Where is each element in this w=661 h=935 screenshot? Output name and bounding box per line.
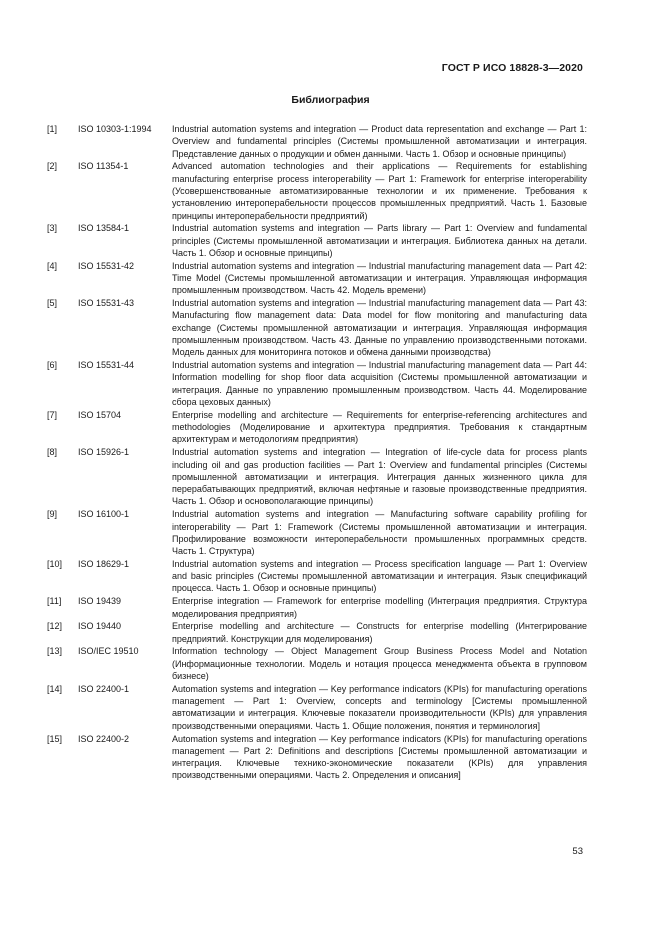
bibliography-entry-code: ISO/IEC 19510 <box>78 646 139 657</box>
bibliography-entry-description: Industrial automation systems and integration — Product data representation and exchange — Part 1: Overview and fundamental principles (Системы промышленной автоматизации и интеграция. Представление данных о продукции и обмен данными. Часть 1. Обзор и основные принципы) <box>172 124 587 159</box>
bibliography-entry-code: ISO 10303-1:1994 <box>78 124 152 134</box>
bibliography-list <box>47 123 587 782</box>
bibliography-entry-number: [15] <box>47 733 63 744</box>
bibliography-entry-number: [14] <box>47 683 63 694</box>
bibliography-entry <box>47 409 587 446</box>
bibliography-entry <box>47 260 587 297</box>
bibliography-entry <box>47 558 587 595</box>
bibliography-entry-description: Automation systems and integration — Key performance indicators (KPIs) for manufacturing operations management — Part 1: Overview, concepts and terminology [Системы промышленной автоматизации и интеграция. Ключевые показатели производительности (KPIs) для управления производственными операциями. Часть 1. Общие положения, понятия и терминология] <box>172 683 587 731</box>
bibliography-entry <box>47 683 587 732</box>
bibliography-entry-description: Automation systems and integration — Key performance indicators (KPIs) for manufacturing operations management — Part 2: Definitions and descriptions [Системы промышленной автоматизации и интеграция. Ключевые технико-экономические показатели (KPIs) для управления производственными операциями. Часть 2. Определения и описания] <box>172 733 587 781</box>
bibliography-entry-number: [10] <box>47 558 63 569</box>
document-code: ГОСТ Р ИСО 18828-3—2020 <box>441 62 583 74</box>
bibliography-entry-code: ISO 16100-1 <box>78 509 130 520</box>
bibliography-entry-code: ISO 15926-1 <box>78 447 130 458</box>
bibliography-entry <box>47 620 587 645</box>
bibliography-entry-description: Industrial automation systems and integration — Industrial manufacturing management data — Part 43: Manufacturing flow management data: Data model for flow monitoring and manufacturing data exchange (Системы промышленной автоматизации и интеграция. Управляющая информация промышленным производством. Часть 43. Данные по управлению производственными потоками. Модель данных для мониторинга потоков и обмена данными производства) <box>172 298 587 358</box>
bibliography-entry-number: [2] <box>47 161 58 172</box>
bibliography-entry-code: ISO 15704 <box>78 409 122 420</box>
bibliography-entry <box>47 645 587 682</box>
bibliography-entry-code: ISO 19439 <box>78 596 122 607</box>
bibliography-entry-number: [7] <box>47 409 58 420</box>
bibliography-entry-number: [4] <box>47 260 58 271</box>
bibliography-entry-code: ISO 15531-42 <box>78 260 135 271</box>
bibliography-entry-number: [12] <box>47 621 63 632</box>
bibliography-entry-number: [5] <box>47 298 58 309</box>
bibliography-entry-code: ISO 22400-2 <box>78 733 130 744</box>
bibliography-entry <box>47 297 587 358</box>
bibliography-entry-description: Advanced automation technologies and their applications — Requirements for establishing manufacturing enterprise process interoperability — Part 1: Framework for enterprise interoperability (Усовершенствованные автоматизированные технологии и их применение. Требования к установлению интероперабельности процессов промышленных предприятий. Часть 1. Базовые принципы интероперабельности предприятий) <box>172 161 587 221</box>
bibliography-entry-code: ISO 15531-44 <box>78 360 135 371</box>
bibliography-entry-description: Enterprise modelling and architecture — Constructs for enterprise modelling (Интегрирование предприятий. Конструкции для моделирования) <box>172 621 587 644</box>
bibliography-entry-number: [8] <box>47 447 58 458</box>
page-number: 53 <box>572 846 583 857</box>
bibliography-entry <box>47 595 587 620</box>
bibliography-entry <box>47 123 587 160</box>
bibliography-entry <box>47 222 587 259</box>
bibliography-entry-description: Industrial automation systems and integration — Integration of life-cycle data for process plants including oil and gas production facilities — Part 1: Overview and fundamental principles (Системы промышленной автоматизации и интеграция. Интеграция данных жизненного цикла для перерабатывающих предприятий, включая нефтяные и газовые производственные предприятия. Часть 1. Обзор и основополагающие принципы) <box>172 447 587 507</box>
bibliography-entry <box>47 160 587 221</box>
bibliography-entry-number: [1] <box>47 124 58 134</box>
bibliography-entry-description: Information technology — Object Management Group Business Process Model and Notation (Информационные технологии. Модель и нотация процесса менеджмента объекта в групповом бизнесе) <box>172 646 587 682</box>
bibliography-entry-code: ISO 18629-1 <box>78 558 130 569</box>
bibliography-entry-description: Enterprise modelling and architecture — Requirements for enterprise-referencing architectures and methodologies (Моделирование и архитектура предприятия. Требования к стандартным архитектурам и методологиям предприятия) <box>172 409 587 445</box>
bibliography-entry-code: ISO 22400-1 <box>78 683 130 694</box>
bibliography-entry-description: Industrial automation systems and integration — Process specification language — Part 1: Overview and basic principles (Системы промышленной автоматизации и интеграция. Язык спецификаций процесса. Часть 1. Обзор и основные принципы) <box>172 558 587 594</box>
bibliography-entry-code: ISO 13584-1 <box>78 223 130 234</box>
bibliography-entry-number: [3] <box>47 223 58 234</box>
bibliography-entry-description: Industrial automation systems and integration — Industrial manufacturing management data — Part 44: Information modelling for shop floor data acquisition (Системы промышленной автоматизации и интеграция. Данные по управлению промышленным производством. Часть 44. Моделирование сбора цеховых данных) <box>172 360 587 408</box>
bibliography-entry <box>47 733 587 782</box>
bibliography-entry-description: Industrial automation systems and integration — Industrial manufacturing management data — Part 42: Time Model (Системы промышленной автоматизации и интеграция. Управляющая информация промышленным производством. Часть 42. Модель времени) <box>172 260 587 296</box>
page-title: Библиография <box>291 94 370 106</box>
bibliography-entry-number: [11] <box>47 596 62 607</box>
bibliography-entry-description: Industrial automation systems and integration — Parts library — Part 1: Overview and fundamental principles (Системы промышленной автоматизации и интеграция. Библиотека данных на детали. Часть 1. Обзор и основные принципы) <box>172 223 587 258</box>
bibliography-entry-code: ISO 15531-43 <box>78 298 135 309</box>
bibliography-entry-code: ISO 11354-1 <box>78 161 129 172</box>
bibliography-entry-number: [9] <box>47 509 58 520</box>
bibliography-entry <box>47 446 587 507</box>
bibliography-entry-description: Enterprise integration — Framework for enterprise modelling (Интеграция предприятия. Структура моделирования предприятия) <box>172 596 587 619</box>
bibliography-entry <box>47 508 587 557</box>
bibliography-entry-number: [13] <box>47 646 63 657</box>
bibliography-entry-description: Industrial automation systems and integration — Manufacturing software capability profiling for interoperability — Part 1: Framework (Системы промышленной автоматизации и интеграция. Профилирование возможности интероперабельности промышленных программных средств. Часть 1. Структура) <box>172 509 587 557</box>
bibliography-entry-number: [6] <box>47 360 58 371</box>
bibliography-entry <box>47 359 587 408</box>
bibliography-entry-code: ISO 19440 <box>78 621 122 632</box>
